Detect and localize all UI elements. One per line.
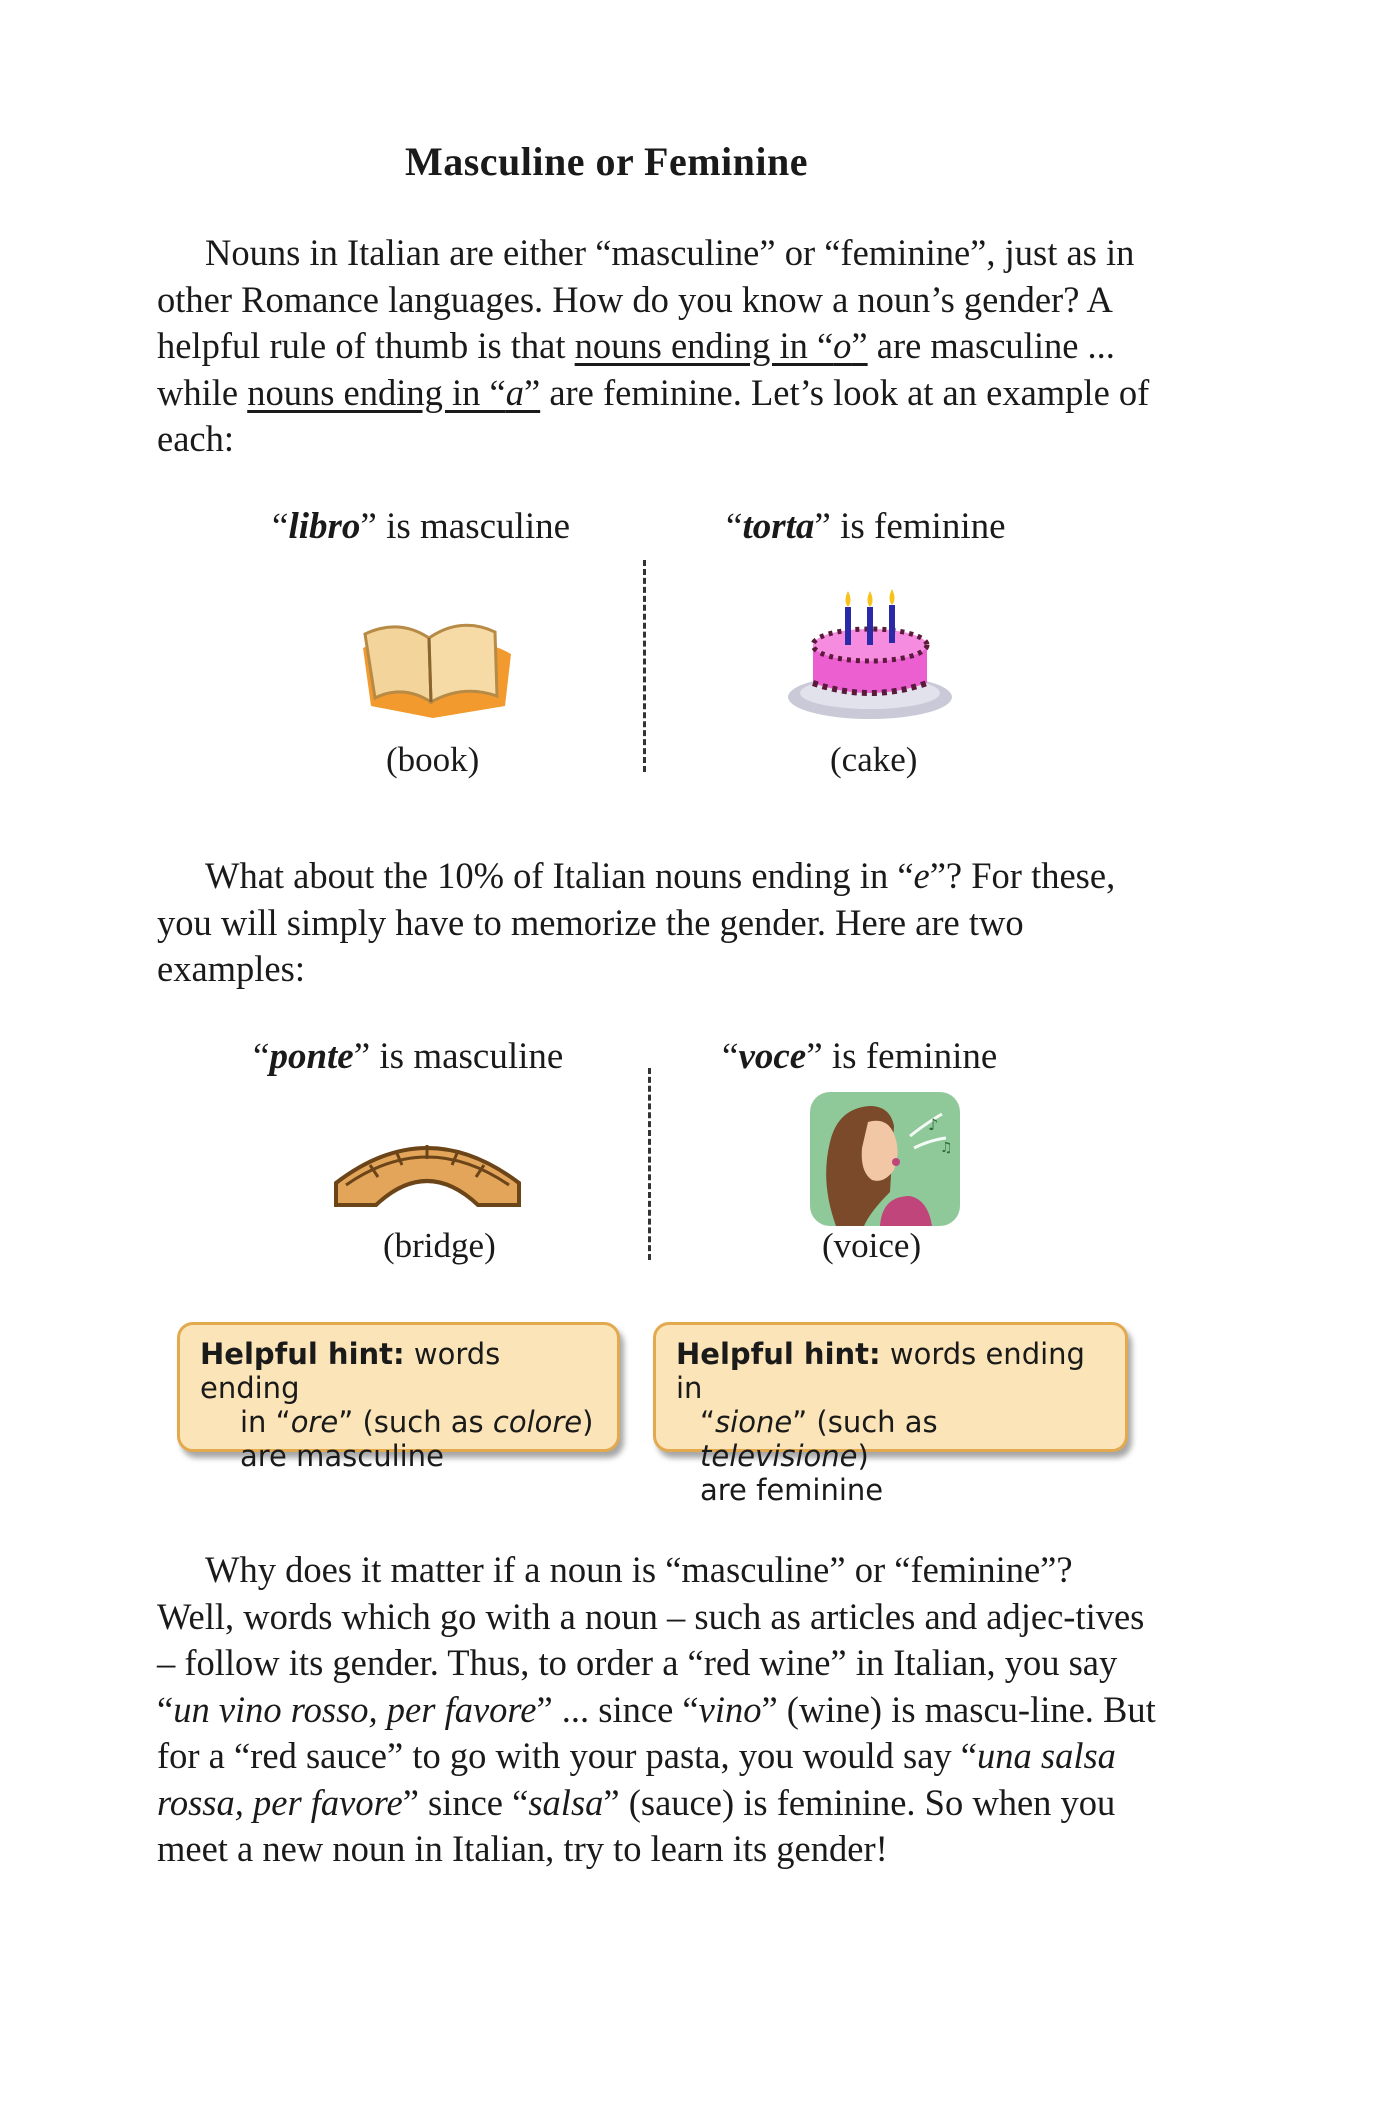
svg-text:♫: ♫	[940, 1140, 953, 1156]
underlined-rule-a: nouns ending in “a”	[247, 371, 541, 413]
svg-text:♪: ♪	[928, 1115, 939, 1134]
example-ponte-label: “ponte” is masculine	[253, 1036, 564, 1077]
hint-box-feminine: Helpful hint: words ending in “sione” (such as televisione) are feminine	[653, 1322, 1128, 1452]
bridge-icon	[330, 1125, 525, 1213]
book-icon	[355, 610, 515, 722]
example-torta-label: “torta” is feminine	[726, 506, 1006, 547]
hint-box-masculine: Helpful hint: words ending in “ore” (such as colore) are masculine	[177, 1322, 620, 1452]
caption-book: (book)	[386, 740, 480, 779]
page-title: Masculine or Feminine	[404, 139, 809, 184]
example-voce-label: “voce” is feminine	[722, 1036, 998, 1077]
example2-divider	[648, 1068, 651, 1260]
caption-cake: (cake)	[830, 740, 918, 779]
caption-bridge: (bridge)	[383, 1226, 496, 1265]
example-divider	[643, 560, 646, 772]
intro-paragraph: Nouns in Italian are either “masculine” or “feminine”, just as in other Romance languages. How do you know a noun’s gender? A helpful rule of thumb is that nouns ending in “o” are masculine ... while nouns ending in “a” are feminine. Let’s look at an example of each:	[157, 232, 1150, 459]
example-libro-label: “libro” is masculine	[272, 506, 571, 547]
singing-woman-icon	[810, 1092, 960, 1226]
cake-icon	[785, 585, 955, 725]
caption-voice: (voice)	[822, 1226, 922, 1265]
closing-paragraph: Why does it matter if a noun is “masculine” or “feminine”? Well, words which go with a noun – such as articles and adjec-tives – follow its gender. Thus, to order a “red wine” in Italian, you say “un vino rosso, per favore” ... since “vino” (wine) is mascu-line. But for a “red sauce” to go with your pasta, you would say “una salsa rossa, per favore” since “salsa” (sauce) is feminine. So when you meet a new noun in Italian, try to learn its gender!	[157, 1549, 1156, 1869]
middle-paragraph: What about the 10% of Italian nouns ending in “e”? For these, you will simply have to memorize the gender. Here are two examples:	[157, 855, 1116, 989]
underlined-rule-o: nouns ending in “o”	[574, 325, 868, 366]
